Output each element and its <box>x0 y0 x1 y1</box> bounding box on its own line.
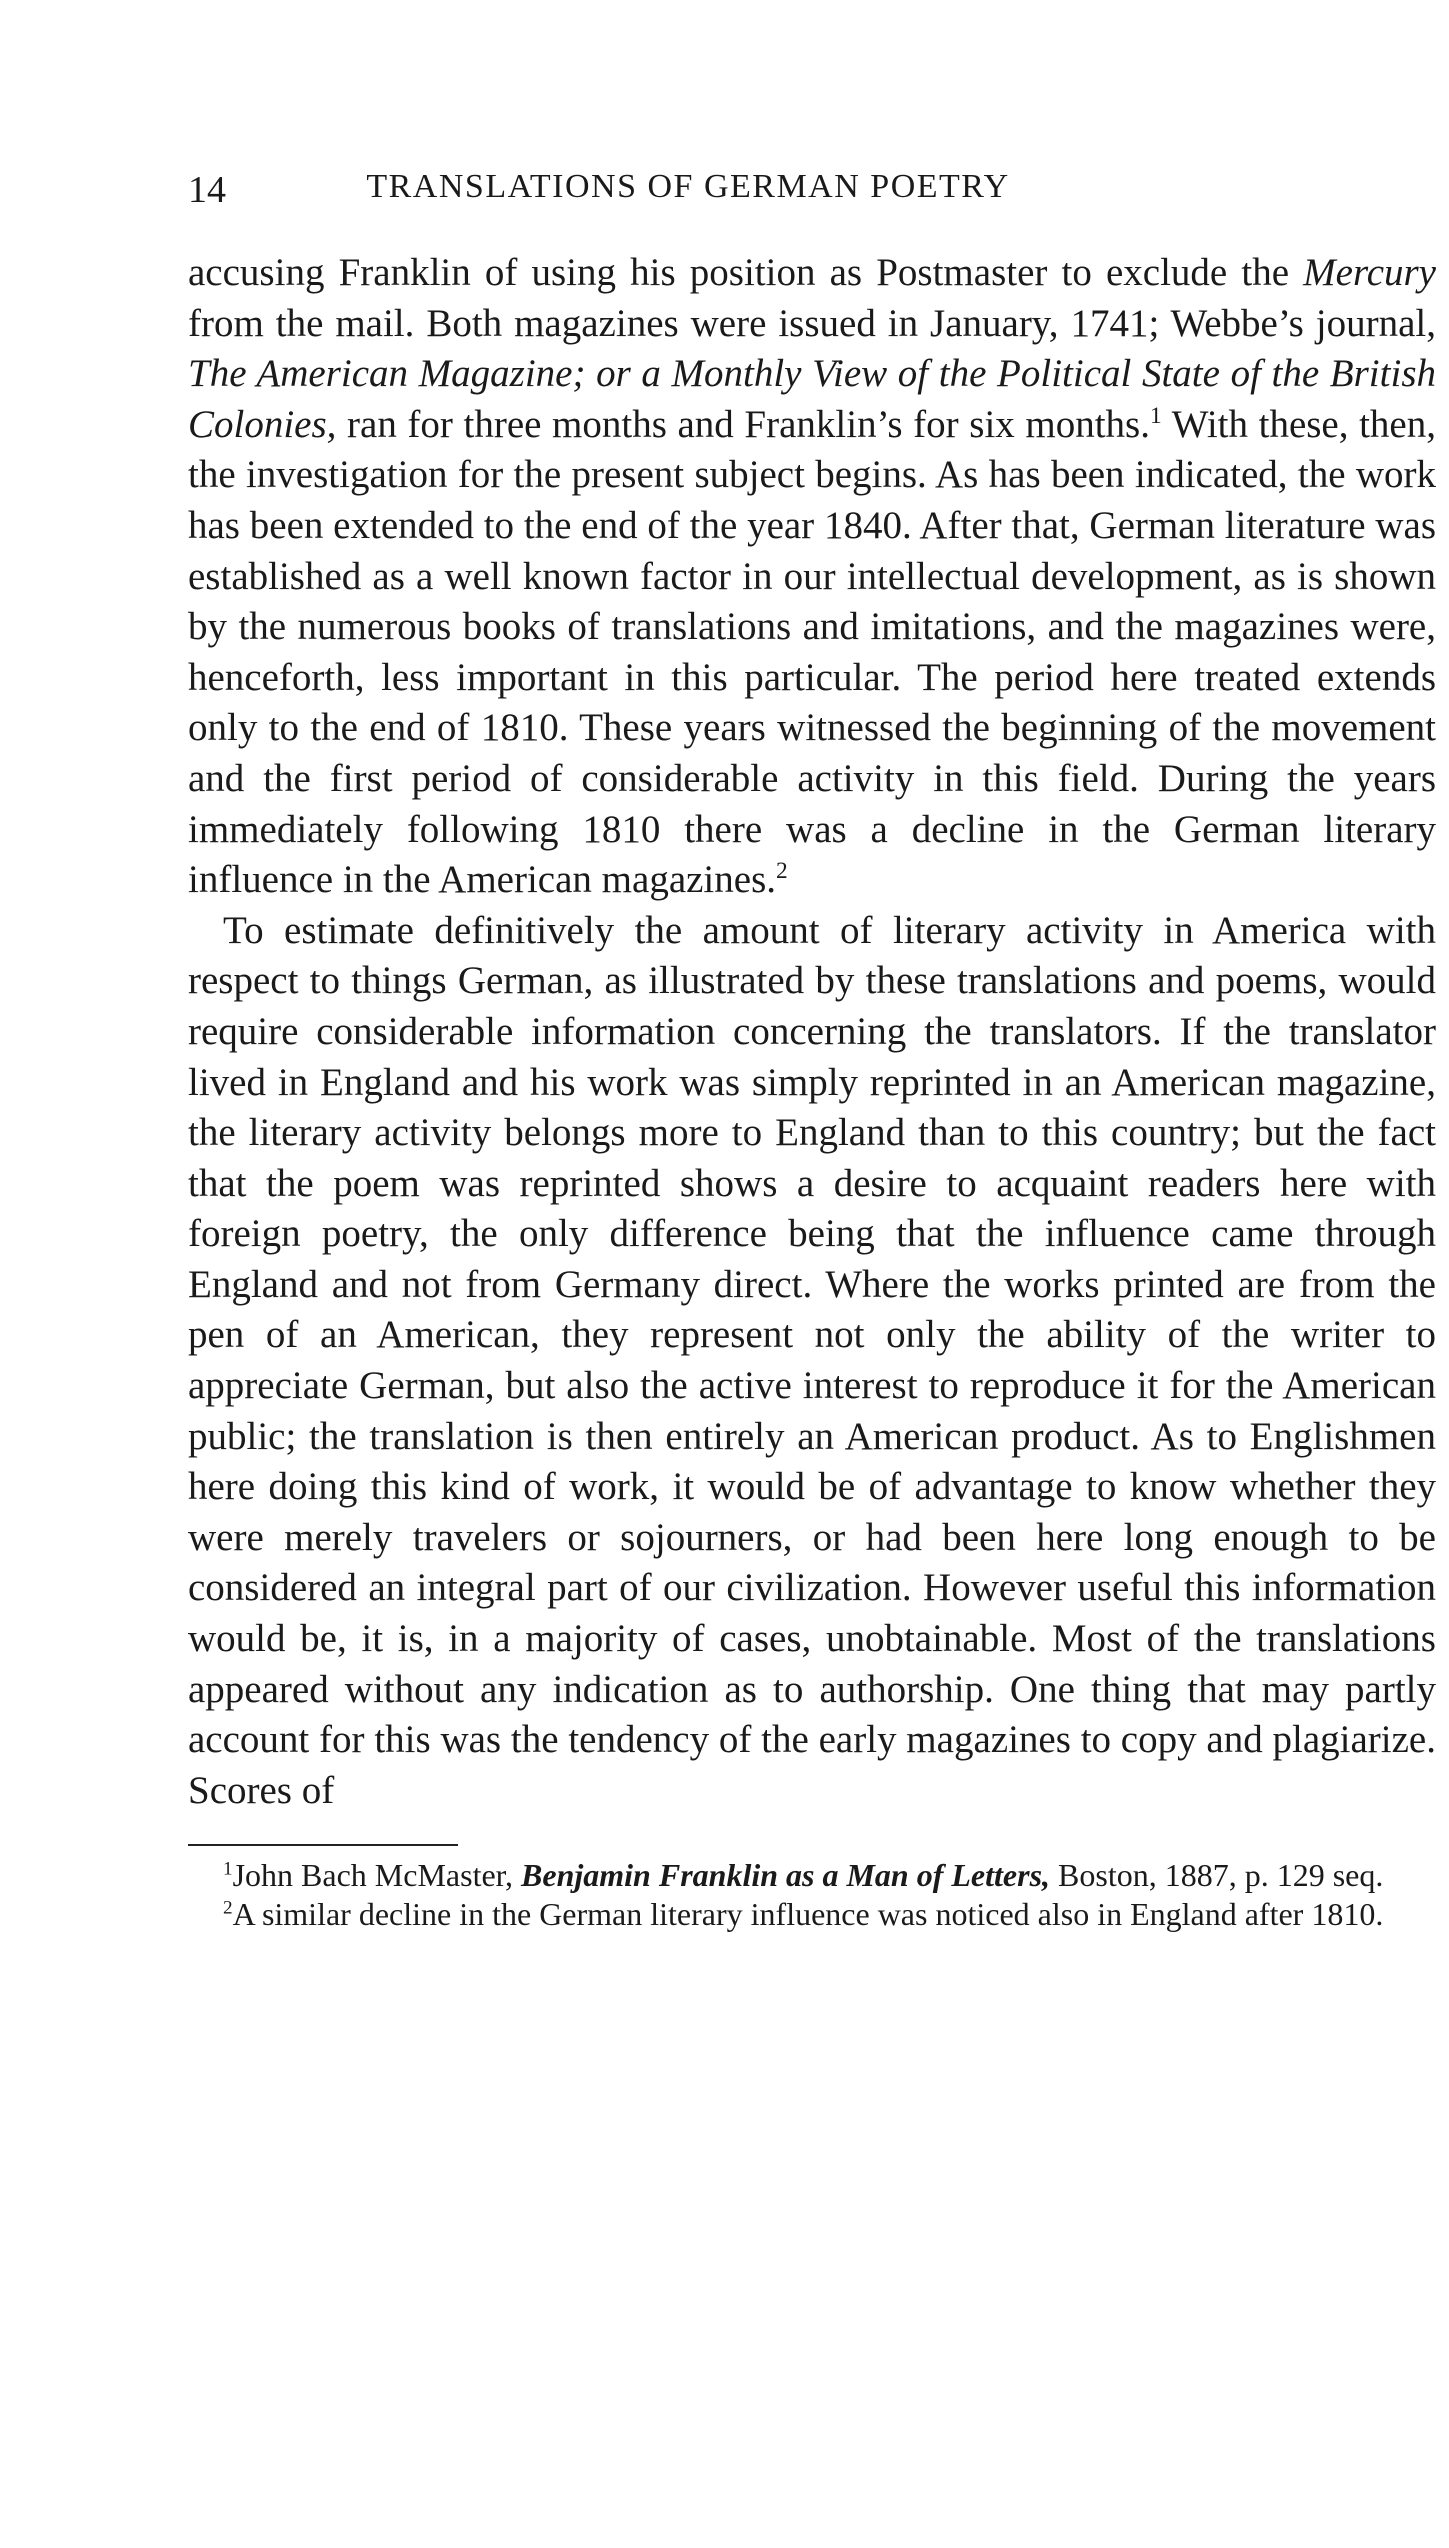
footnote-2 <box>188 1895 1436 1934</box>
footnote-1 <box>188 1856 1436 1895</box>
paragraph-1-text-b: from the mail. Both magazines were issued in January, 1741; Webbe’s journal, <box>188 301 1436 345</box>
footnote-1-mark: 1 <box>223 1858 233 1880</box>
footnote-ref-2: 2 <box>776 858 788 885</box>
body-text <box>188 248 1436 1816</box>
footnote-divider <box>188 1844 458 1846</box>
footnote-1-title: Benjamin Franklin as a Man of Letters, <box>521 1857 1051 1893</box>
paragraph-2: To estimate definitively the amount of literary activity in America with respect to things German, as illustrated by these translations and poems, would require considerable information concerning the translators. If the translator lived in England and his work was simply reprinted in an American magazine, the literary activity belongs more to England than to this country; but the fact that the poem was reprinted shows a desire to acquaint readers here with foreign poetry, the only difference being that the influence came through England and not from Germany direct. Where the works printed are from the pen of an American, they represent not only the ability of the writer to appreciate German, but also the active interest to reproduce it for the American public; the translation is then entirely an American product. As to Englishmen here doing this kind of work, it would be of advantage to know whether they were merely travelers or sojourners, or had been here long enough to be considered an integral part of our civilization. However useful this information would be, it is, in a majority of cases, unobtainable. Most of the translations appeared without any indication as to authorship. One thing that may partly account for this was the tendency of the early magazines to copy and plagiarize. Scores of <box>188 908 1436 1812</box>
footnote-2-text: A similar decline in the German literary influence was noticed also in England after 1810. <box>232 1896 1384 1932</box>
paragraph-1 <box>188 248 1436 906</box>
paragraph-1-text-d: With these, then, the investigation for the present subject begins. As has been indicated, the work has been extended to the end of the year 1840. After that, German literature was established as a well known factor in our intellectual development, as is shown by the numerous books of translations and imitations, and the magazines were, henceforth, less important in this particular. The period here treated extends only to the end of 1810. These years witnessed the beginning of the movement and the first period of considerable activity in this field. During the years immediately following 1810 there was a decline in the German literary influence in the American magazines. <box>188 402 1436 902</box>
running-head: TRANSLATIONS OF GERMAN POETRY <box>366 168 1010 205</box>
footnotes <box>188 1856 1436 1934</box>
footnote-ref-1: 1 <box>1149 402 1162 429</box>
mercury-title: Mercury <box>1303 251 1436 294</box>
page-number: 14 <box>188 169 226 211</box>
page-header <box>188 168 1436 218</box>
american-magazine-title: The American Magazine; or a Monthly View of the Political State of the British Colonies, <box>188 352 1436 446</box>
paragraph-1-text-c: ran for three months and Franklin’s for six months. <box>336 402 1150 446</box>
footnote-1-rest: Boston, 1887, p. 129 seq. <box>1050 1857 1384 1893</box>
footnote-2-mark: 2 <box>223 1897 233 1919</box>
paragraph-1-text-a: accusing Franklin of using his position as Postmaster to exclude the <box>188 251 1304 294</box>
footnote-1-author: John Bach McMaster, <box>232 1857 522 1893</box>
